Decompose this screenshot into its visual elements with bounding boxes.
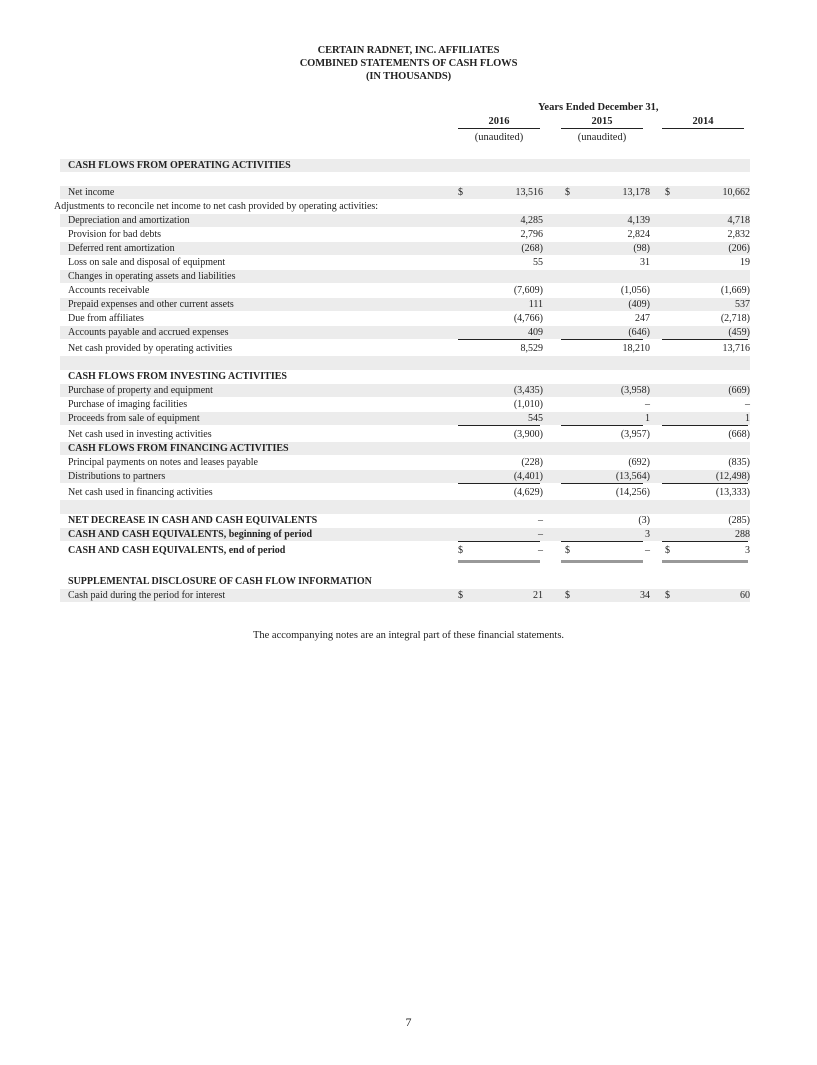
- table-row: [60, 298, 750, 311]
- years-caption: Years Ended December 31,: [538, 102, 659, 113]
- column-note-2016: (unaudited): [474, 132, 524, 143]
- page-number: 7: [405, 1015, 412, 1029]
- value-2015: 1: [645, 413, 650, 424]
- value-2015: 2,824: [627, 229, 650, 240]
- table-row: [60, 284, 750, 297]
- table-row: [60, 312, 750, 325]
- value-2014: (2,718): [720, 313, 750, 324]
- section-investing: [60, 370, 750, 383]
- value-2016: 21: [533, 590, 543, 601]
- subtotal-rule: [662, 541, 748, 542]
- table-row: [60, 589, 750, 602]
- row-label: CASH AND CASH EQUIVALENTS, beginning of period: [68, 529, 313, 540]
- table-row: [60, 186, 750, 199]
- value-2016: 13,516: [515, 187, 543, 198]
- units-note: (IN THOUSANDS): [365, 71, 452, 82]
- value-2016: (4,629): [513, 487, 543, 498]
- spacer-row: [60, 356, 750, 370]
- table-row: [60, 384, 750, 397]
- value-2014: 19: [740, 257, 750, 268]
- value-2015: 31: [640, 257, 650, 268]
- total-rule: [458, 560, 540, 563]
- value-2014: (835): [728, 457, 750, 468]
- value-2014: 60: [740, 590, 750, 601]
- value-2014: 13,716: [722, 343, 750, 354]
- row-label: Net cash provided by operating activities: [68, 343, 233, 354]
- row-label: Distributions to partners: [68, 471, 166, 482]
- value-2016: (1,010): [513, 399, 543, 410]
- value-2014: (206): [728, 243, 750, 254]
- value-2016: –: [538, 529, 543, 540]
- row-label: CASH FLOWS FROM OPERATING ACTIVITIES: [68, 160, 291, 171]
- total-rule: [561, 560, 643, 563]
- value-2015: (409): [628, 299, 650, 310]
- row-label: Loss on sale and disposal of equipment: [68, 257, 226, 268]
- row-label: Accounts receivable: [68, 285, 150, 296]
- row-label: Accounts payable and accrued expenses: [68, 327, 229, 338]
- section-operating: [60, 159, 750, 172]
- table-row: [60, 514, 750, 527]
- value-2014: 1: [745, 413, 750, 424]
- spacer-row: [60, 561, 750, 575]
- value-2014: 4,718: [727, 215, 750, 226]
- table-row: [54, 200, 750, 213]
- value-2015: 34: [640, 590, 650, 601]
- statement-header: [0, 44, 817, 83]
- currency-symbol: $: [665, 545, 670, 556]
- table-row: [60, 428, 750, 441]
- value-2016: 55: [533, 257, 543, 268]
- value-2016: 545: [528, 413, 543, 424]
- subtotal-rule: [561, 339, 643, 340]
- subtotal-rule: [561, 541, 643, 542]
- value-2015: 3: [645, 529, 650, 540]
- currency-symbol: $: [665, 187, 670, 198]
- value-2015: (13,564): [615, 471, 650, 482]
- row-label: Proceeds from sale of equipment: [68, 413, 200, 424]
- row-label: Changes in operating assets and liabilities: [68, 271, 236, 282]
- value-2015: (3,957): [620, 429, 650, 440]
- table-row: [60, 470, 750, 483]
- row-label: Adjustments to reconcile net income to net cash provided by operating activities:: [54, 201, 379, 212]
- value-2014: (1,669): [720, 285, 750, 296]
- row-label: Net income: [68, 187, 115, 198]
- value-2014: (13,333): [715, 487, 750, 498]
- value-2016: (268): [521, 243, 543, 254]
- row-label: Prepaid expenses and other current assets: [68, 299, 234, 310]
- column-year-2015: 2015: [561, 116, 643, 129]
- currency-symbol: $: [565, 590, 570, 601]
- row-label: NET DECREASE IN CASH AND CASH EQUIVALENTS: [68, 515, 318, 526]
- currency-symbol: $: [458, 187, 463, 198]
- value-2014: (459): [728, 327, 750, 338]
- value-2015: (98): [633, 243, 650, 254]
- table-row: [60, 456, 750, 469]
- table-row: [60, 486, 750, 499]
- row-label: Due from affiliates: [68, 313, 144, 324]
- value-2015: (3): [638, 515, 650, 526]
- value-2015: 247: [635, 313, 650, 324]
- value-2016: 4,285: [520, 215, 543, 226]
- column-note-2015: (unaudited): [577, 132, 627, 143]
- value-2014: –: [745, 399, 750, 410]
- table-row: [60, 398, 750, 411]
- subtotal-rule: [662, 483, 748, 484]
- value-2014: 3: [745, 545, 750, 556]
- row-label: Purchase of property and equipment: [68, 385, 213, 396]
- subtotal-rule: [662, 339, 748, 340]
- statement-title: COMBINED STATEMENTS OF CASH FLOWS: [299, 58, 518, 69]
- table-row: [60, 342, 750, 355]
- table-row: [60, 528, 750, 541]
- value-2014: 288: [735, 529, 750, 540]
- table-row: [60, 270, 750, 283]
- value-2016: 111: [528, 299, 543, 310]
- table-row: [60, 256, 750, 269]
- value-2015: –: [645, 399, 650, 410]
- row-label: CASH AND CASH EQUIVALENTS, end of period: [68, 545, 286, 556]
- value-2016: (4,401): [513, 471, 543, 482]
- subtotal-rule: [458, 483, 540, 484]
- subtotal-rule: [458, 339, 540, 340]
- value-2014: 2,832: [727, 229, 750, 240]
- row-label: CASH FLOWS FROM FINANCING ACTIVITIES: [68, 443, 289, 454]
- value-2016: 2,796: [520, 229, 543, 240]
- value-2015: (692): [628, 457, 650, 468]
- column-year-2014: 2014: [662, 116, 744, 129]
- value-2014: (12,498): [715, 471, 750, 482]
- value-2014: 537: [735, 299, 750, 310]
- value-2015: (14,256): [615, 487, 650, 498]
- subtotal-rule: [458, 541, 540, 542]
- value-2014: 10,662: [722, 187, 750, 198]
- value-2016: –: [538, 545, 543, 556]
- row-label: Provision for bad debts: [68, 229, 162, 240]
- value-2014: (285): [728, 515, 750, 526]
- section-financing: [60, 442, 750, 455]
- subtotal-rule: [458, 425, 540, 426]
- row-label: Net cash used in financing activities: [68, 487, 213, 498]
- footnote: The accompanying notes are an integral part of these financial statements.: [252, 630, 565, 641]
- row-label: SUPPLEMENTAL DISCLOSURE OF CASH FLOW INFORMATION: [68, 576, 372, 587]
- value-2015: 18,210: [622, 343, 650, 354]
- company-name: CERTAIN RADNET, INC. AFFILIATES: [317, 45, 500, 56]
- value-2015: (3,958): [620, 385, 650, 396]
- spacer-row: [60, 500, 750, 514]
- value-2016: –: [538, 515, 543, 526]
- value-2016: 8,529: [520, 343, 543, 354]
- table-row: [60, 544, 750, 557]
- currency-symbol: $: [565, 545, 570, 556]
- value-2016: (4,766): [513, 313, 543, 324]
- subtotal-rule: [561, 483, 643, 484]
- row-label: Purchase of imaging facilities: [68, 399, 188, 410]
- value-2016: (228): [521, 457, 543, 468]
- total-rule: [662, 560, 748, 563]
- value-2016: 409: [528, 327, 543, 338]
- value-2015: 13,178: [622, 187, 650, 198]
- value-2015: (1,056): [620, 285, 650, 296]
- column-year-2016: 2016: [458, 116, 540, 129]
- row-label: Cash paid during the period for interest: [68, 590, 226, 601]
- table-row: [60, 326, 750, 339]
- table-row: [60, 412, 750, 425]
- value-2014: (669): [728, 385, 750, 396]
- row-label: Net cash used in investing activities: [68, 429, 212, 440]
- currency-symbol: $: [665, 590, 670, 601]
- value-2016: (7,609): [513, 285, 543, 296]
- value-2016: (3,900): [513, 429, 543, 440]
- subtotal-rule: [561, 425, 643, 426]
- row-label: CASH FLOWS FROM INVESTING ACTIVITIES: [68, 371, 287, 382]
- value-2016: (3,435): [513, 385, 543, 396]
- value-2015: 4,139: [627, 215, 650, 226]
- row-label: Depreciation and amortization: [68, 215, 190, 226]
- row-label: Deferred rent amortization: [68, 243, 175, 254]
- section-supplemental: [60, 575, 750, 588]
- currency-symbol: $: [565, 187, 570, 198]
- row-label: Principal payments on notes and leases payable: [68, 457, 258, 468]
- subtotal-rule: [662, 425, 748, 426]
- table-row: [60, 242, 750, 255]
- currency-symbol: $: [458, 590, 463, 601]
- value-2015: (646): [628, 327, 650, 338]
- table-row: [60, 214, 750, 227]
- table-row: [60, 228, 750, 241]
- value-2014: (668): [728, 429, 750, 440]
- currency-symbol: $: [458, 545, 463, 556]
- value-2015: –: [645, 545, 650, 556]
